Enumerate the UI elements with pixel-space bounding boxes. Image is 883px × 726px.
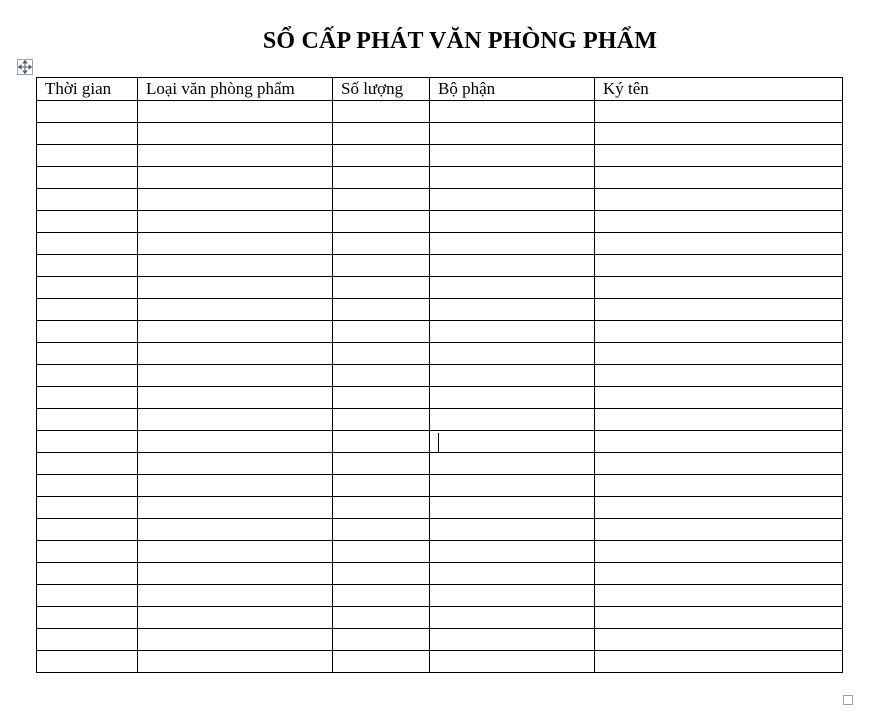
table-row — [37, 541, 843, 563]
table-row — [37, 607, 843, 629]
table-cell[interactable] — [430, 255, 595, 277]
table-cell[interactable] — [138, 607, 333, 629]
table-cell[interactable] — [37, 409, 138, 431]
table-cell[interactable] — [333, 629, 430, 651]
table-cell[interactable] — [430, 123, 595, 145]
table-cell[interactable] — [138, 519, 333, 541]
table-row — [37, 167, 843, 189]
table-cell[interactable] — [138, 651, 333, 673]
table-cell[interactable] — [138, 541, 333, 563]
table-cell[interactable] — [430, 299, 595, 321]
table-cell[interactable] — [595, 475, 843, 497]
table-cell[interactable] — [333, 431, 430, 453]
table-row — [37, 585, 843, 607]
table-cell[interactable] — [430, 629, 595, 651]
table-cell[interactable] — [333, 607, 430, 629]
table-cell[interactable] — [430, 145, 595, 167]
table-cell[interactable] — [37, 453, 138, 475]
table-row — [37, 233, 843, 255]
table-cell[interactable] — [138, 255, 333, 277]
table-cell[interactable] — [37, 145, 138, 167]
table-cell[interactable] — [37, 585, 138, 607]
table-cell[interactable] — [138, 453, 333, 475]
table-cell[interactable] — [595, 387, 843, 409]
table-cell[interactable] — [595, 101, 843, 123]
table-cell[interactable] — [333, 321, 430, 343]
table-cell[interactable] — [138, 431, 333, 453]
table-body — [37, 101, 843, 673]
column-header-stationery-type[interactable]: Loại văn phòng phẩm — [138, 78, 333, 101]
table-cell[interactable] — [37, 563, 138, 585]
table-cell[interactable] — [333, 145, 430, 167]
table-cell[interactable] — [37, 629, 138, 651]
table-cell[interactable] — [138, 211, 333, 233]
table-cell[interactable] — [333, 497, 430, 519]
table-row — [37, 629, 843, 651]
table-cell[interactable] — [595, 431, 843, 453]
table-row — [37, 519, 843, 541]
table-cell[interactable] — [430, 563, 595, 585]
table-cell[interactable] — [37, 255, 138, 277]
table-cell[interactable] — [595, 453, 843, 475]
table-cell[interactable] — [37, 651, 138, 673]
table-cell[interactable] — [138, 563, 333, 585]
table-cell[interactable] — [37, 387, 138, 409]
table-row — [37, 299, 843, 321]
table-cell[interactable] — [37, 541, 138, 563]
table-cell[interactable] — [430, 387, 595, 409]
table-cell[interactable] — [37, 321, 138, 343]
table-cell[interactable] — [333, 453, 430, 475]
table-cell[interactable] — [595, 519, 843, 541]
table-row — [37, 365, 843, 387]
table-header-row — [37, 78, 843, 101]
table-cell[interactable] — [37, 475, 138, 497]
table-cell[interactable] — [430, 651, 595, 673]
table-cell[interactable] — [37, 365, 138, 387]
table-cell[interactable] — [430, 365, 595, 387]
stationery-ledger-table — [36, 77, 843, 673]
table-cell[interactable] — [595, 497, 843, 519]
table-cell[interactable] — [333, 255, 430, 277]
table-cell[interactable] — [333, 211, 430, 233]
table-cell[interactable] — [430, 409, 595, 431]
table-cell[interactable] — [595, 563, 843, 585]
table-cell[interactable] — [138, 101, 333, 123]
column-header-department[interactable]: Bộ phận — [430, 78, 595, 101]
table-cell[interactable] — [333, 189, 430, 211]
column-header-quantity[interactable]: Số lượng — [333, 78, 430, 101]
table-row — [37, 343, 843, 365]
table-row — [37, 453, 843, 475]
table-cell[interactable] — [333, 123, 430, 145]
table-cell[interactable] — [595, 299, 843, 321]
table-cell[interactable] — [595, 189, 843, 211]
table-cell[interactable] — [138, 299, 333, 321]
table-cell[interactable] — [37, 101, 138, 123]
table-cell[interactable] — [430, 167, 595, 189]
table-cell[interactable] — [430, 541, 595, 563]
table-cell[interactable] — [595, 607, 843, 629]
table-cell[interactable] — [333, 651, 430, 673]
table-cell[interactable] — [333, 101, 430, 123]
table-cell[interactable] — [37, 431, 138, 453]
table-row — [37, 475, 843, 497]
table-cell[interactable] — [595, 277, 843, 299]
table-row — [37, 563, 843, 585]
table-cell[interactable] — [333, 519, 430, 541]
table-cell[interactable] — [333, 167, 430, 189]
table-cell[interactable] — [333, 541, 430, 563]
table-cell[interactable] — [37, 607, 138, 629]
move-arrows-icon[interactable] — [17, 59, 33, 75]
text-cursor — [438, 433, 439, 452]
table-cell[interactable] — [138, 145, 333, 167]
table-cell[interactable] — [138, 475, 333, 497]
table-cell[interactable] — [595, 211, 843, 233]
table-cell[interactable] — [430, 233, 595, 255]
table-cell[interactable] — [595, 541, 843, 563]
table-cell[interactable] — [37, 497, 138, 519]
table-row — [37, 321, 843, 343]
document-title: SỔ CẤP PHÁT VĂN PHÒNG PHẨM — [262, 28, 658, 54]
table-cell[interactable] — [595, 409, 843, 431]
table-cell[interactable] — [138, 409, 333, 431]
table-cell[interactable] — [595, 233, 843, 255]
table-cell[interactable] — [333, 277, 430, 299]
table-row — [37, 101, 843, 123]
table-cell[interactable] — [333, 299, 430, 321]
table-cell[interactable] — [138, 123, 333, 145]
table-cell[interactable] — [138, 387, 333, 409]
table-cell[interactable] — [138, 585, 333, 607]
table-cell[interactable] — [37, 189, 138, 211]
column-header-time[interactable]: Thời gian — [37, 78, 138, 101]
table-cell[interactable] — [430, 321, 595, 343]
table-cell[interactable] — [430, 211, 595, 233]
table-cell[interactable] — [333, 475, 430, 497]
table-cell[interactable] — [595, 585, 843, 607]
table-cell[interactable] — [430, 585, 595, 607]
table-cell[interactable] — [37, 233, 138, 255]
column-header-signature[interactable]: Ký tên — [595, 78, 843, 101]
table-row — [37, 431, 843, 453]
table-cell[interactable] — [333, 563, 430, 585]
table-cell[interactable] — [430, 343, 595, 365]
table-row — [37, 277, 843, 299]
table-cell[interactable] — [37, 167, 138, 189]
table-cell[interactable] — [430, 431, 595, 453]
move-arrows-glyph — [18, 60, 32, 74]
table-cell[interactable] — [138, 233, 333, 255]
table-cell[interactable] — [595, 123, 843, 145]
table-row — [37, 651, 843, 673]
table-cell[interactable] — [595, 343, 843, 365]
table-cell[interactable] — [333, 233, 430, 255]
table-row — [37, 497, 843, 519]
table-row — [37, 123, 843, 145]
table-cell[interactable] — [595, 255, 843, 277]
table-cell[interactable] — [430, 453, 595, 475]
table-cell[interactable] — [138, 343, 333, 365]
table-row — [37, 211, 843, 233]
table-cell[interactable] — [430, 519, 595, 541]
table-cell[interactable] — [138, 365, 333, 387]
table-cell[interactable] — [37, 299, 138, 321]
table-cell[interactable] — [595, 321, 843, 343]
table-cell[interactable] — [430, 475, 595, 497]
table-row — [37, 189, 843, 211]
table-cell[interactable] — [138, 189, 333, 211]
table-row — [37, 255, 843, 277]
table-cell[interactable] — [595, 365, 843, 387]
table-cell[interactable] — [430, 277, 595, 299]
table-cell[interactable] — [595, 145, 843, 167]
table-cell[interactable] — [430, 497, 595, 519]
table-cell[interactable] — [333, 387, 430, 409]
table-row — [37, 409, 843, 431]
table-cell[interactable] — [138, 321, 333, 343]
table-cell[interactable] — [138, 277, 333, 299]
table-cell[interactable] — [37, 123, 138, 145]
table-cell[interactable] — [138, 629, 333, 651]
table-cell[interactable] — [430, 189, 595, 211]
table-cell[interactable] — [333, 365, 430, 387]
table-cell[interactable] — [430, 607, 595, 629]
table-cell[interactable] — [37, 211, 138, 233]
table-cell[interactable] — [37, 343, 138, 365]
table-cell[interactable] — [333, 585, 430, 607]
table-cell[interactable] — [430, 101, 595, 123]
table-cell[interactable] — [333, 409, 430, 431]
resize-handle-icon[interactable] — [843, 695, 853, 705]
table-cell[interactable] — [138, 497, 333, 519]
table-row — [37, 387, 843, 409]
table-cell[interactable] — [595, 167, 843, 189]
table-cell[interactable] — [333, 343, 430, 365]
table-cell[interactable] — [138, 167, 333, 189]
table-cell[interactable] — [37, 277, 138, 299]
table-cell[interactable] — [595, 629, 843, 651]
table-cell[interactable] — [37, 519, 138, 541]
table-row — [37, 145, 843, 167]
table-cell[interactable] — [595, 651, 843, 673]
